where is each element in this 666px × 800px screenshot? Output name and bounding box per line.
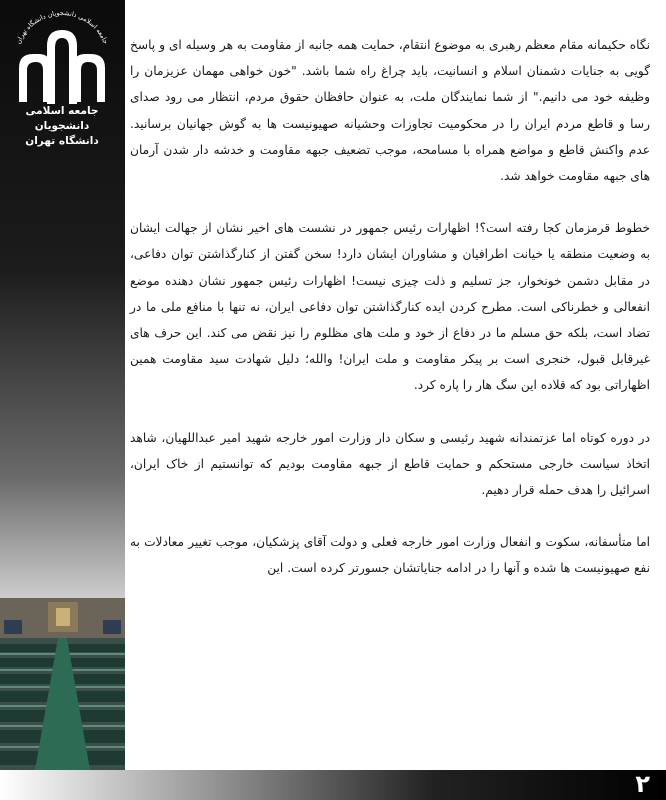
paragraph-1: نگاه حکیمانه مقام معظم رهبری به موضوع انتقام، حمایت همه جانبه از مقاومت به هر وسیله ای و پاسخ گویی به جنایات دشمنان اسلام و انسانیت، باید چراغ راه شما باشد. "خون خواهی مهمان عزیزمان را وظیفه خود می دانیم." از شما نمایندگان ملت، به عنوان حافظان حقوق مردم، انتظار می رود صدای رسا و قاطع مردم ایران را در محکومیت تجاوزات وحشیانه صهیونیست ها به گوش جهانیان برسانید. عدم واکنش قاطع و مواضع همراه با مسامحه، موجب تضعیف جبهه مقاومت و خدشه دار شدن آرمان های جبهه مقاومت خواهد شد. bbox=[130, 38, 650, 184]
page-footer bbox=[0, 770, 666, 800]
page-number: ۲ bbox=[635, 770, 650, 798]
article-body bbox=[130, 32, 650, 608]
logo-ring-text: جامعه اسلامی دانشجویان دانشگاه تهران bbox=[14, 8, 110, 46]
logo-caption bbox=[4, 104, 120, 149]
parliament-photo bbox=[0, 598, 125, 770]
sidebar bbox=[0, 0, 125, 770]
paragraph-2: خطوط قرمزمان کجا رفته است؟! اظهارات رئیس جمهور در نشست های اخیر نشان از جهالت ایشان به وضعیت منطقه یا خیانت اطرافیان و مشاوران ایشان دارد! سخن گفتن از کنارگذاشتن توان دفاعی، در مقابل دشمن خونخوار، جز تسلیم و ذلت چیزی نیست! اظهارات رئیس جمهور نشان دهنده موضع انفعالی و خطرناکی است. مطرح کردن ایده کنارگذاشتن توان دفاعی ایران، نه تنها با منافع ملی ما در تضاد است، بلکه حق مسلم ما در دفاع از خود و ملت های مظلوم را نیز نقض می کند. این حرف های غیرقابل قبول، خنجری است بر پیکر مقاومت و ملت ایران! والله؛ دلیل شهادت سید مقاومت همین اظهاراتی بود که قلاده این سگ هار را پاره کرد. bbox=[130, 221, 650, 393]
paragraph-4: اما متأسفانه، سکوت و انفعال وزارت امور خارجه فعلی و دولت آقای پزشکیان، موجب تغییر معادلات به نفع صهیونیست ها شده و آنها را در ادامه جنایاتشان جسورتر کرده است. این bbox=[130, 535, 650, 576]
logo-caption-line1: جامعه اسلامی دانشجویان bbox=[25, 105, 99, 132]
paragraph-3: در دوره کوتاه اما عزتمندانه شهید رئیسی و سکان دار وزارت امور خارجه شهید امیر عبداللهیان، شاهد اتخاذ سیاست خارجی مستحکم و حمایت قاطع از جبهه مقاومت بودیم که توانستیم از خاک ایران، اسرائیل را هدف حمله قرار دهیم. bbox=[130, 430, 650, 498]
logo-caption-line2: دانشگاه تهران bbox=[25, 135, 99, 147]
